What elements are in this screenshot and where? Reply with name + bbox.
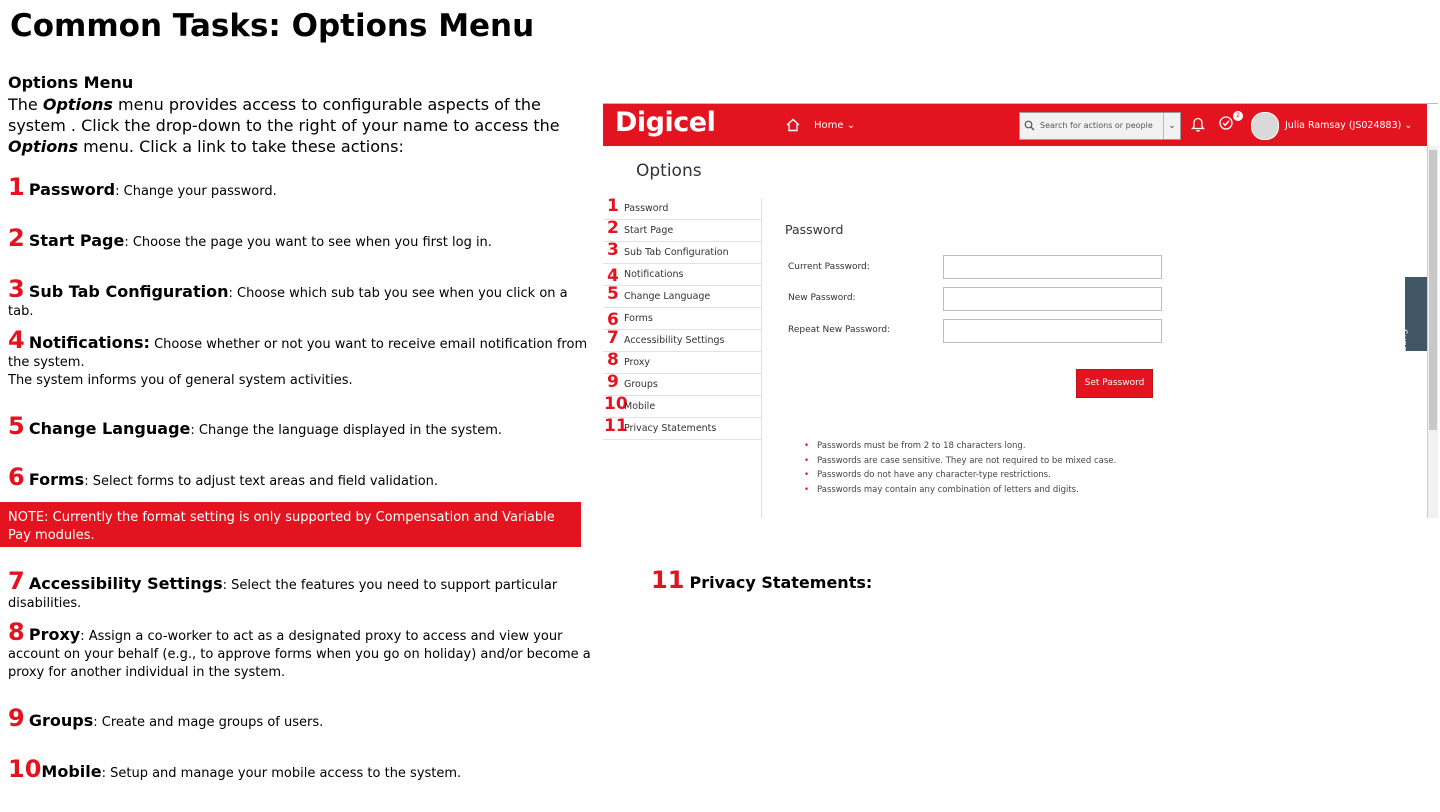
- page-title: Common Tasks: Options Menu: [10, 8, 535, 44]
- options-screenshot: [603, 103, 1438, 518]
- new-password-label: New Password:: [788, 293, 856, 303]
- search-icon: [1024, 120, 1035, 131]
- task-forms: 6 Forms: Select forms to adjust text areas and field validation.: [8, 463, 439, 491]
- notification-badge: 2: [1233, 111, 1243, 121]
- search-dropdown-button[interactable]: ⌄: [1163, 113, 1180, 139]
- task-notifications: 4 Notifications: Choose whether or not you want to receive email notification from the system. The system informs you of general system activities.: [8, 326, 588, 388]
- avatar[interactable]: [1251, 112, 1279, 140]
- bell-icon[interactable]: [1191, 116, 1205, 136]
- intro-text: The Options menu provides access to configurable aspects of the system . Click the drop-down to the right of your name to access the Options menu. Click a link to take these actions:: [8, 95, 560, 156]
- search-placeholder: Search for actions or people: [1040, 121, 1153, 130]
- sidebar-item-sub-tab-configuration[interactable]: 3 Sub Tab Configuration: [603, 242, 761, 264]
- sidebar-item-mobile[interactable]: 10 Mobile: [603, 396, 761, 418]
- intro-heading: Options Menu: [8, 73, 134, 92]
- home-menu-link[interactable]: Home ⌄: [814, 120, 856, 131]
- task-accessibility-settings: 7 Accessibility Settings: Select the features you need to support particular disabilities.: [8, 567, 558, 611]
- set-password-button[interactable]: Set Password: [1076, 369, 1153, 398]
- app-header: [603, 104, 1427, 146]
- new-password-field[interactable]: [943, 287, 1162, 311]
- options-sidebar: [603, 198, 762, 518]
- note-banner: NOTE: Currently the format setting is only supported by Compensation and Variable Pay modules.: [0, 502, 581, 547]
- password-rule: • Passwords do not have any character-type restrictions.: [817, 470, 1051, 480]
- password-rule: • Passwords are case sensitive. They are not required to be mixed case.: [817, 456, 1116, 466]
- digicel-logo: Digicel: [615, 107, 716, 138]
- search-input[interactable]: [1019, 112, 1181, 140]
- home-icon[interactable]: [786, 117, 800, 136]
- sidebar-item-proxy[interactable]: 8 Proxy: [603, 352, 761, 374]
- support-tab[interactable]: Support: [1405, 277, 1427, 351]
- password-rule: • Passwords must be from 2 to 18 characters long.: [817, 441, 1026, 451]
- task-start-page: 2 Start Page: Choose the page you want to see when you first log in.: [8, 224, 492, 252]
- scrollbar-thumb[interactable]: [1429, 150, 1437, 430]
- password-heading: Password: [785, 222, 844, 237]
- task-password: 1 Password: Change your password.: [8, 173, 277, 201]
- sidebar-item-forms[interactable]: 6 Forms: [603, 308, 761, 330]
- sidebar-item-change-language[interactable]: 5 Change Language: [603, 286, 761, 308]
- sidebar-item-groups[interactable]: 9 Groups: [603, 374, 761, 396]
- repeat-password-field[interactable]: [943, 319, 1162, 343]
- current-password-label: Current Password:: [788, 262, 870, 272]
- sidebar-item-privacy-statements[interactable]: 11 Privacy Statements: [603, 418, 761, 440]
- sidebar-item-notifications[interactable]: 4 Notifications: [603, 264, 761, 286]
- sidebar-item-accessibility-settings[interactable]: 7 Accessibility Settings: [603, 330, 761, 352]
- task-sub-tab-configuration: 3 Sub Tab Configuration: Choose which sub tab you see when you click on a tab.: [8, 275, 568, 319]
- current-password-field[interactable]: [943, 255, 1162, 279]
- options-title: Options: [636, 161, 702, 181]
- task-change-language: 5 Change Language: Change the language displayed in the system.: [8, 412, 503, 440]
- task-mobile: 10Mobile: Setup and manage your mobile access to the system.: [8, 755, 462, 783]
- password-rule: • Passwords may contain any combination of letters and digits.: [817, 485, 1079, 495]
- user-menu-dropdown[interactable]: Julia Ramsay (JS024883) ⌄: [1285, 120, 1413, 131]
- approvals-icon[interactable]: [1218, 115, 1234, 135]
- task-proxy: 8 Proxy: Assign a co-worker to act as a designated proxy to access and view your account on your behalf (e.g., to approve forms when you go on holiday) and/or become a proxy for another individual in the system.: [8, 618, 591, 680]
- sidebar-item-start-page[interactable]: 2 Start Page: [603, 220, 761, 242]
- privacy-statements-caption: 11 Privacy Statements:: [651, 566, 873, 594]
- sidebar-item-password[interactable]: 1 Password: [603, 198, 761, 220]
- repeat-password-label: Repeat New Password:: [788, 325, 891, 335]
- task-groups: 9 Groups: Create and mage groups of users.: [8, 704, 324, 732]
